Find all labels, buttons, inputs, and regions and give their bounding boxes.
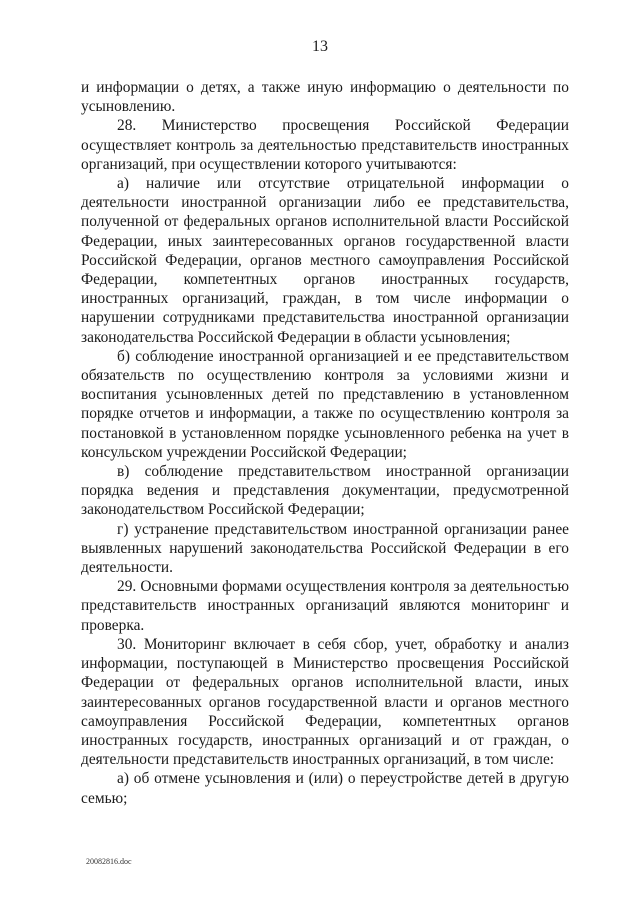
paragraph-28-b: б) соблюдение иностранной организацией и ее представительством обязательств по осуществлению контроля за условиями жизни и воспитания усыновленных детей по представлению в установленном порядке отчетов и информации, а также по осуществлению контроля за постановкой в установленном порядке усыновленного ребенка на учет в консульском учреждении Российской Федерации; — [81, 347, 569, 461]
page-number: 13 — [312, 38, 328, 55]
paragraph-30-a: а) об отмене усыновления и (или) о переустройстве детей в другую семью; — [81, 770, 569, 807]
paragraph-28-g: г) устранение представительством иностранной организации ранее выявленных нарушений законодательства Российской Федерации в его деятельности. — [81, 520, 569, 577]
paragraph-28: 28. Министерство просвещения Российской Федерации осуществляет контроль за деятельностью представительств иностранных организаций, при осуществлении которого учитываются: — [81, 117, 569, 173]
document-body — [81, 78, 569, 808]
paragraph-28-a: а) наличие или отсутствие отрицательной информации о деятельности иностранной организации либо ее представительства, полученной от федеральных органов исполнительной власти Российской Федерации, иных заинтересованных органов государственной власти Российской Федерации, органов местного самоуправления Российской Федерации, компетентных органов иностранных государств, иностранных организаций, граждан, в том числе информации о нарушении сотрудниками представительства иностранной организации законодательства Российской Федерации в области усыновления; — [81, 175, 569, 346]
paragraph-28-v: в) соблюдение представительством иностранной организации порядка ведения и представления документации, предусмотренной законодательством Российской Федерации; — [81, 463, 569, 519]
file-name-footer: 20082816.doc — [86, 857, 132, 866]
paragraph-29: 29. Основными формами осуществления контроля за деятельностью представительств иностранных организаций являются мониторинг и проверка. — [81, 578, 569, 634]
paragraph-continuation: и информации о детях, а также иную информацию о деятельности по усыновлению. — [81, 79, 569, 116]
paragraph-30: 30. Мониторинг включает в себя сбор, учет, обработку и анализ информации, поступающей в Министерство просвещения Российской Федерации от федеральных органов исполнительной власти, иных заинтересованных органов государственной власти и органов местного самоуправления Российской Федерации, компетентных органов иностранных государств, иностранных организаций и от граждан, о деятельности представительств иностранных организаций, в том числе: — [81, 635, 569, 769]
